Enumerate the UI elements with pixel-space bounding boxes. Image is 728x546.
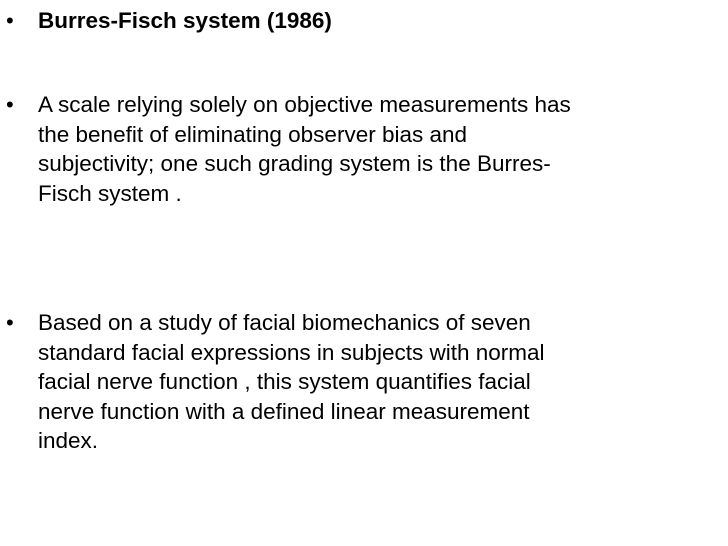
bullet-item-heading bbox=[0, 6, 728, 36]
bullet-marker: • bbox=[6, 8, 14, 33]
slide-heading: Burres-Fisch system (1986) bbox=[38, 8, 332, 33]
bullet-text-biomechanics: Based on a study of facial biomechanics of seven standard facial expressions in subjects with normal facial nerve function , this system quantifies facial nerve function with a defined linear measurement index. bbox=[38, 310, 545, 453]
bullet-marker: • bbox=[6, 310, 14, 335]
bullet-item-biomechanics bbox=[0, 308, 728, 456]
bullet-item-objective-scale bbox=[0, 90, 728, 208]
bullet-text-objective-scale: A scale relying solely on objective measurements has the benefit of eliminating observer bias and subjectivity; one such grading system is the Burres- Fisch system . bbox=[38, 92, 571, 206]
bullet-marker: • bbox=[6, 92, 14, 117]
